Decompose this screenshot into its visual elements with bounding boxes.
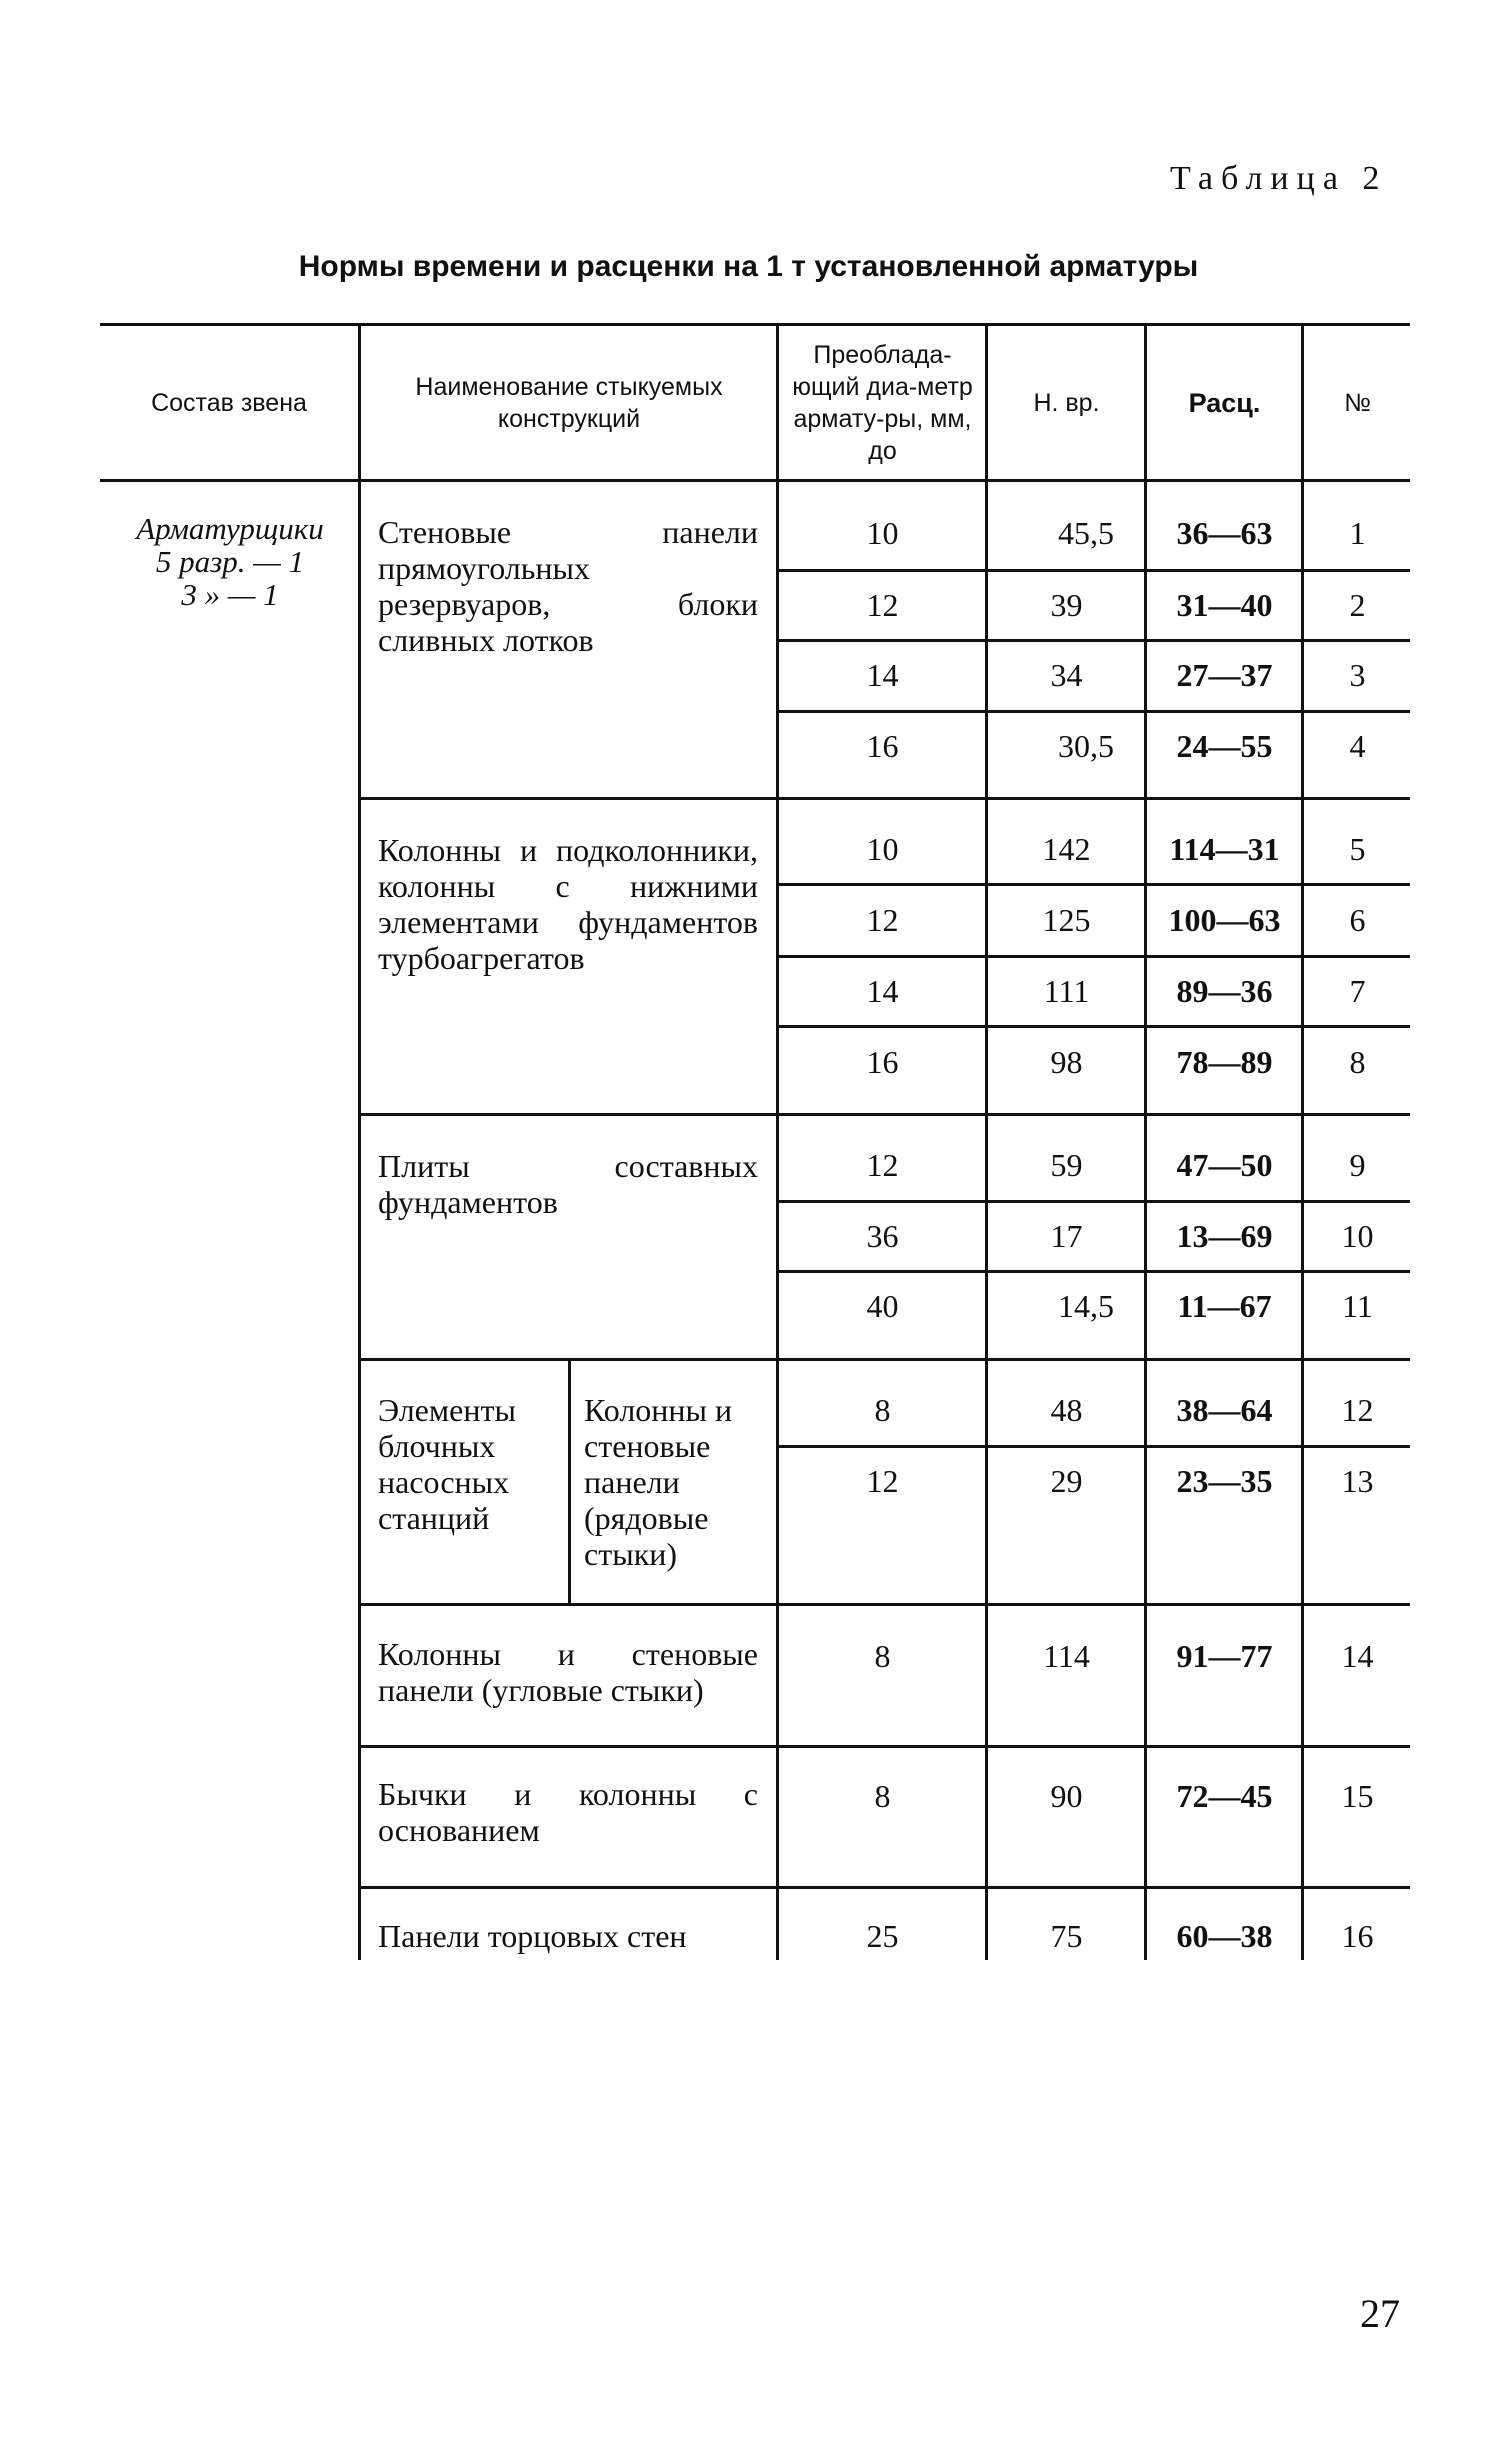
cell-no: 5: [1349, 830, 1366, 867]
cell-no: 4: [1349, 727, 1366, 764]
cell-diametr: 8: [874, 1637, 891, 1674]
cell-nvr: 90: [1050, 1777, 1083, 1814]
cell-rasc: 27—37: [1176, 657, 1273, 693]
header-no: №: [1344, 388, 1371, 417]
cell-nvr: 39: [1050, 586, 1083, 623]
cell-no: 2: [1349, 586, 1366, 623]
cell-no: 14: [1341, 1637, 1374, 1674]
cell-nvr: 48: [1050, 1391, 1083, 1428]
cell-diametr: 25: [866, 1917, 899, 1954]
cell-no: 9: [1349, 1146, 1366, 1183]
page-number: 27: [1360, 2291, 1400, 2336]
table-title: Нормы времени и расценки на 1 т установленной арматуры: [298, 250, 1199, 283]
cell-no: 6: [1349, 901, 1366, 938]
cell-nvr: 114: [1043, 1637, 1090, 1674]
cell-nvr: 45,5: [1058, 514, 1114, 551]
group-name: Колонны и подколонники, колонны с нижними элементами фундаментов турбоагрегатов: [378, 832, 758, 976]
cell-no: 12: [1341, 1391, 1374, 1428]
group-rule: [358, 1603, 1410, 1606]
cell-rasc: 47—50: [1176, 1146, 1273, 1183]
cell-diametr: 14: [866, 972, 899, 1009]
cell-diametr: 12: [866, 1462, 899, 1499]
cell-diametr: 12: [866, 1146, 899, 1183]
cell-no: 15: [1341, 1777, 1374, 1814]
subgroup-name: Колонны и стеновые панели (рядовые стыки): [584, 1392, 733, 1572]
cell-rasc: 11—67: [1177, 1287, 1272, 1324]
header-rasc: Расц.: [1188, 387, 1261, 418]
cell-diametr: 8: [874, 1777, 891, 1814]
cell-no: 13: [1341, 1462, 1374, 1499]
group-rule: [358, 1358, 1410, 1361]
cell-rasc: 72—45: [1176, 1777, 1273, 1814]
brigade-line: 5 разр. — 1: [155, 544, 305, 579]
cell-diametr: 36: [866, 1217, 899, 1254]
header-sostav: Состав звена: [151, 388, 307, 417]
cell-diametr: 12: [866, 586, 899, 623]
group-name: Панели торцовых стен: [378, 1918, 687, 1954]
cell-rasc: 78—89: [1176, 1043, 1273, 1080]
cell-nvr: 111: [1043, 972, 1090, 1009]
cell-nvr: 59: [1050, 1146, 1083, 1183]
group-rule: [358, 1886, 1410, 1889]
cell-rasc: 31—40: [1176, 586, 1273, 623]
cell-diametr: 12: [866, 901, 899, 938]
cell-rasc: 24—55: [1176, 727, 1273, 764]
cell-diametr: 16: [866, 1043, 899, 1080]
cell-nvr: 98: [1050, 1043, 1083, 1080]
cell-diametr: 40: [866, 1287, 899, 1324]
table-label: Таблица 2: [1170, 160, 1388, 197]
cell-no: 1: [1349, 514, 1366, 551]
cell-rasc: 23—35: [1176, 1462, 1273, 1499]
header-bottom-rule: [100, 479, 1410, 482]
cell-nvr: 34: [1050, 657, 1083, 693]
cell-rasc: 89—36: [1176, 972, 1273, 1009]
cell-no: 3: [1349, 657, 1366, 693]
cell-rasc: 91—77: [1176, 1637, 1273, 1674]
group-name: Плиты составных фундаментов: [378, 1148, 758, 1220]
cell-no: 8: [1349, 1043, 1366, 1080]
header-diametr: Преоблада-ющий диа-метр армату-ры, мм, до: [792, 340, 973, 465]
group-rule: [358, 797, 1410, 800]
cell-no: 10: [1341, 1217, 1374, 1254]
cell-rasc: 36—63: [1176, 514, 1273, 551]
group-name: Стеновые панели прямоугольных резервуаров, блоки сливных лотков: [378, 514, 758, 658]
col-divider-1: [358, 323, 361, 1960]
cell-nvr: 125: [1042, 901, 1091, 938]
cell-diametr: 14: [866, 657, 899, 693]
cell-rasc: 114—31: [1169, 830, 1280, 867]
cell-diametr: 8: [874, 1391, 891, 1428]
cell-diametr: 10: [866, 514, 899, 551]
group-name: Элементы блочных насосных станций: [378, 1392, 516, 1536]
header-nvr: Н. вр.: [1033, 388, 1100, 417]
cell-nvr: 17: [1050, 1217, 1083, 1254]
cell-nvr: 30,5: [1058, 727, 1114, 764]
brigade-composition: [105, 512, 355, 611]
group-name: Бычки и колонны с основанием: [378, 1776, 758, 1848]
cell-rasc: 100—63: [1168, 901, 1281, 938]
cell-nvr: 75: [1050, 1917, 1083, 1954]
group-rule: [358, 1745, 1410, 1748]
cell-nvr: 142: [1042, 830, 1091, 867]
subcol-divider: [568, 1360, 571, 1605]
cell-rasc: 38—64: [1176, 1391, 1273, 1428]
cell-no: 16: [1341, 1917, 1374, 1954]
group-name: Колонны и стеновые панели (угловые стыки): [378, 1636, 758, 1708]
cell-no: 11: [1342, 1287, 1373, 1324]
brigade-line: Арматурщики: [136, 511, 324, 546]
brigade-line: 3 » — 1: [181, 577, 279, 612]
cell-nvr: 14,5: [1058, 1287, 1114, 1324]
cell-rasc: 13—69: [1176, 1217, 1273, 1254]
group-rule: [358, 1113, 1410, 1116]
cell-diametr: 16: [866, 727, 899, 764]
cell-no: 7: [1349, 972, 1366, 1009]
cell-rasc: 60—38: [1176, 1917, 1273, 1954]
header-naimenovanie: Наименование стыкуемых конструкций: [415, 372, 723, 433]
cell-nvr: 29: [1050, 1462, 1083, 1499]
cell-diametr: 10: [866, 830, 899, 867]
